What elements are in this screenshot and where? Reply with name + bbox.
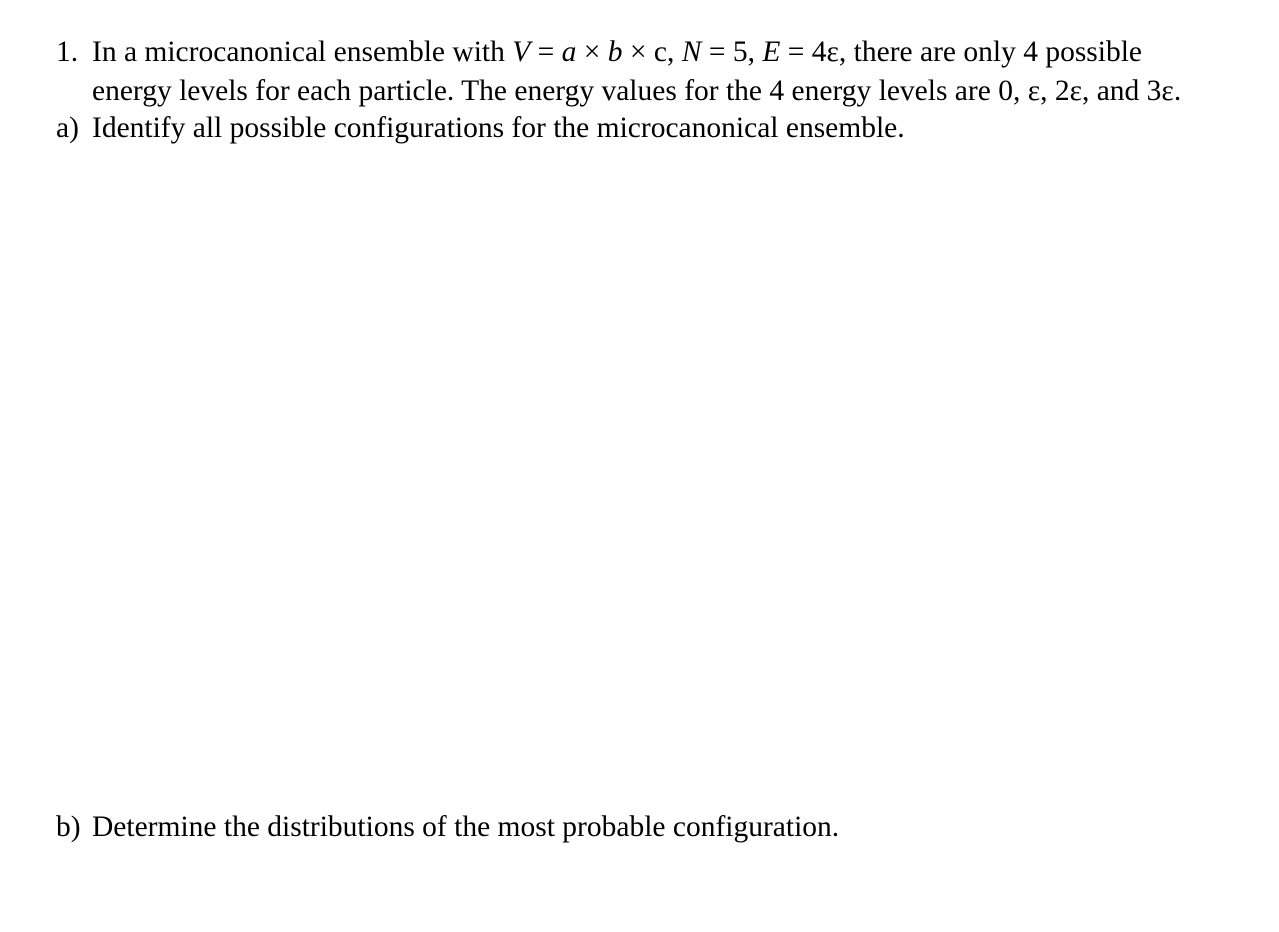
math-var-a: a (561, 36, 577, 68)
math-comma: , (667, 36, 682, 68)
part-a-text: Identify all possible configurations for the microcanonical ensemble. (92, 112, 905, 144)
math-n-value: = 5, (701, 36, 763, 68)
part-b-question (56, 813, 839, 843)
math-e-value: = 4ε, (780, 36, 847, 68)
problem-intro-tail: there are only 4 possible (846, 36, 1143, 68)
part-b-text: Determine the distributions of the most probable configuration. (92, 811, 840, 843)
math-var-c: c (653, 36, 668, 68)
part-b-answer-space (56, 860, 1236, 920)
math-times: × (622, 36, 654, 68)
math-var-n: N (681, 36, 702, 68)
part-b-label: b) (56, 811, 81, 843)
problem-line-1 (56, 38, 1142, 68)
math-var-e: E (762, 36, 781, 68)
math-times: × (576, 36, 608, 68)
math-var-b: b (607, 36, 623, 68)
part-a-question (56, 114, 905, 144)
part-a-label: a) (56, 112, 79, 144)
problem-line-2: energy levels for each particle. The energy values for the 4 energy levels are 0, ε, 2ε, and 3ε. (92, 75, 1182, 107)
math-var-v: V (512, 36, 531, 68)
math-equals: = (530, 36, 562, 68)
problem-number: 1. (56, 36, 79, 68)
problem-intro-text: In a microcanonical ensemble with (92, 36, 513, 68)
part-a-answer-space (56, 160, 1236, 790)
